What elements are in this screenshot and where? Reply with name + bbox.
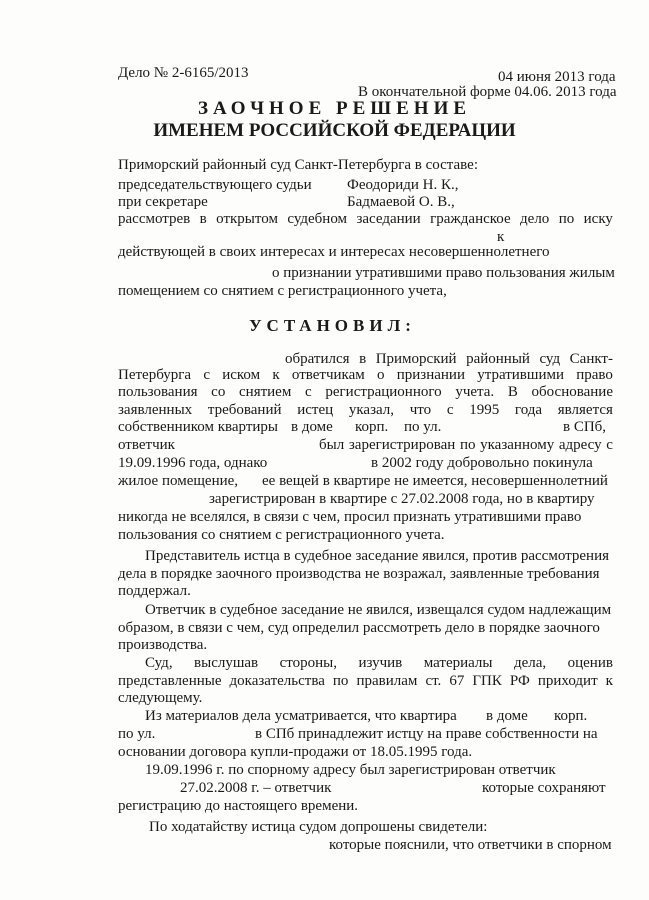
p6-line-2b: которые сохраняют bbox=[482, 780, 606, 796]
p4-line-3: следующему. bbox=[118, 690, 203, 706]
word: утратившими bbox=[477, 367, 564, 383]
p1-line-7b: в 2002 году добровольно покинула bbox=[371, 455, 593, 471]
word: право bbox=[576, 367, 613, 383]
document-title: ЗАОЧНОЕ РЕШЕНИЕ bbox=[197, 98, 472, 119]
word: по bbox=[459, 437, 476, 453]
p1-line-5a: собственником квартиры bbox=[118, 419, 279, 435]
word: по bbox=[332, 673, 349, 689]
word: гражданское bbox=[430, 211, 511, 227]
p7-line-2: которые пояснили, что ответчики в спорном bbox=[329, 837, 612, 853]
p4-line-2 bbox=[118, 672, 613, 690]
section-heading: УСТАНОВИЛ: bbox=[249, 316, 416, 335]
p1-line-8a: жилое помещение, bbox=[118, 473, 239, 489]
word: иском bbox=[222, 367, 261, 383]
p1-line-5c: корп. bbox=[355, 419, 389, 435]
final-form-date: В окончательной форме 04.06. 2013 года bbox=[358, 84, 617, 100]
word: с bbox=[203, 367, 210, 383]
p6-line-2a: 27.02.2008 г. – ответчик bbox=[180, 780, 332, 796]
word: требований bbox=[207, 402, 282, 418]
court-composition: Приморский районный суд Санкт-Петербурга в составе: bbox=[118, 157, 478, 173]
word: районный bbox=[466, 351, 530, 367]
p1-line-11: пользования со снятием с регистрационного учета. bbox=[118, 527, 445, 543]
word: истец bbox=[297, 402, 334, 418]
word: зарегистрирован bbox=[348, 437, 456, 453]
secretary-role: при секретаре bbox=[118, 194, 208, 210]
word: года bbox=[514, 402, 543, 418]
word: регистрационного bbox=[325, 384, 442, 400]
word: ст. bbox=[425, 673, 442, 689]
word: открытом bbox=[216, 211, 278, 227]
word: является bbox=[557, 402, 613, 418]
p7-line-1: По ходатайству истица судом допрошены свидетели: bbox=[149, 819, 488, 835]
word: признании bbox=[396, 367, 465, 383]
p1-line-6b bbox=[319, 436, 613, 454]
word: иску bbox=[583, 211, 613, 227]
p1-line-7a: 19.09.1996 года, однако bbox=[118, 455, 268, 471]
p2-line-1: Представитель истца в судебное заседание явился, против рассмотрения bbox=[145, 548, 609, 564]
secretary-name: Бадмаевой О. В., bbox=[347, 194, 455, 210]
word: пользования bbox=[118, 384, 198, 400]
p5-line-1a: Из материалов дела усматривается, что квартира bbox=[145, 708, 457, 724]
p5-line-1c: корп. bbox=[554, 708, 588, 724]
word: 67 bbox=[449, 673, 465, 689]
word: со bbox=[211, 384, 226, 400]
word: В bbox=[507, 384, 518, 400]
p1-line-5e: в СПб, bbox=[563, 419, 607, 435]
word: снятием bbox=[239, 384, 292, 400]
word: адресу bbox=[558, 437, 602, 453]
p1-line-3 bbox=[118, 383, 613, 401]
word: материалы bbox=[423, 655, 493, 671]
word: суд bbox=[539, 351, 561, 367]
p1-line-6a: ответчик bbox=[118, 437, 175, 453]
word: рассмотрев bbox=[118, 211, 191, 227]
word: с bbox=[446, 402, 454, 418]
p5-line-3: основании договора купли-продажи от 18.05.1995 года. bbox=[118, 744, 473, 760]
p3-line-2: образом, в связи с чем, суд определил рассмотреть дело в порядке заочного bbox=[118, 620, 600, 636]
word: в bbox=[199, 211, 207, 227]
word: доказательства bbox=[229, 673, 325, 689]
word: дела, bbox=[513, 655, 547, 671]
judge-role: председательствующего судьи bbox=[118, 177, 312, 193]
word: учета. bbox=[455, 384, 495, 400]
judge-name: Феодориди Н. К., bbox=[347, 177, 459, 193]
word: 1995 bbox=[469, 402, 500, 418]
p2-line-2: дела в порядке заочного производства не возражал, заявленные требования bbox=[118, 566, 600, 582]
intro-line-4: помещением со снятием с регистрационного учета, bbox=[118, 283, 447, 299]
word: Приморский bbox=[375, 351, 457, 367]
word: Петербурга bbox=[118, 367, 192, 383]
p2-line-3: поддержал. bbox=[118, 583, 191, 599]
p3-line-3: производства. bbox=[118, 637, 208, 653]
p1-line-2 bbox=[118, 366, 613, 384]
word: дело bbox=[520, 211, 550, 227]
p5-line-2b: в СПб принадлежит истцу на праве собственности на bbox=[255, 726, 598, 742]
word: судебном bbox=[287, 211, 348, 227]
word: Санкт- bbox=[569, 351, 613, 367]
word: о bbox=[377, 367, 385, 383]
p1-line-10: никогда не вселялся, в связи с чем, просил признать утратившими право bbox=[118, 509, 582, 525]
p1-line-5b: в доме bbox=[291, 419, 333, 435]
word: с bbox=[606, 437, 613, 453]
word: заседании bbox=[356, 211, 421, 227]
intro-line-1 bbox=[118, 210, 613, 228]
word: выслушав bbox=[194, 655, 259, 671]
p3-line-1: Ответчик в судебное заседание не явился, извещался судом надлежащим bbox=[145, 602, 612, 618]
p5-line-2a: по ул. bbox=[118, 726, 156, 742]
intro-line-3: о признании утратившими право пользования жилым bbox=[272, 265, 615, 281]
word: указал, bbox=[348, 402, 395, 418]
p1-line-8b: ее вещей в квартире не имеется, несовершеннолетний bbox=[262, 473, 608, 489]
word: ГПК bbox=[472, 673, 502, 689]
intro-line-2: действующей в своих интересах и интересах несовершеннолетнего bbox=[118, 244, 550, 260]
case-number: Дело № 2-6165/2013 bbox=[118, 65, 249, 81]
word: обратился bbox=[285, 351, 350, 367]
word: к bbox=[605, 673, 613, 689]
word: по bbox=[558, 211, 575, 227]
word: обоснование bbox=[531, 384, 613, 400]
word: в bbox=[359, 351, 367, 367]
p6-line-3: регистрацию до настоящего времени. bbox=[118, 798, 359, 814]
word: изучив bbox=[358, 655, 403, 671]
word: ответчикам bbox=[291, 367, 365, 383]
word: оценив bbox=[567, 655, 613, 671]
p5-line-1b: в доме bbox=[486, 708, 528, 724]
word: указанному bbox=[480, 437, 555, 453]
p1-line-9: зарегистрирован в квартире с 27.02.2008 года, но в квартиру bbox=[209, 491, 595, 507]
word: РФ bbox=[509, 673, 530, 689]
word: что bbox=[409, 402, 432, 418]
p1-line-5d: по ул. bbox=[404, 419, 442, 435]
p6-line-1: 19.09.1996 г. по спорному адресу был зарегистрирован ответчик bbox=[145, 762, 556, 778]
word: правилам bbox=[356, 673, 418, 689]
decision-date: 04 июня 2013 года bbox=[498, 69, 616, 85]
word: представленные bbox=[118, 673, 222, 689]
word: с bbox=[305, 384, 312, 400]
word: заявленных bbox=[118, 402, 193, 418]
word: к bbox=[272, 367, 280, 383]
word: Суд, bbox=[145, 655, 173, 671]
word: стороны, bbox=[279, 655, 337, 671]
document-subtitle: ИМЕНЕМ РОССИЙСКОЙ ФЕДЕРАЦИИ bbox=[153, 120, 516, 141]
p4-line-1 bbox=[145, 654, 613, 672]
word: был bbox=[319, 437, 345, 453]
word: приходит bbox=[537, 673, 598, 689]
p1-line-4 bbox=[118, 401, 613, 419]
intro-k: к bbox=[497, 229, 505, 245]
